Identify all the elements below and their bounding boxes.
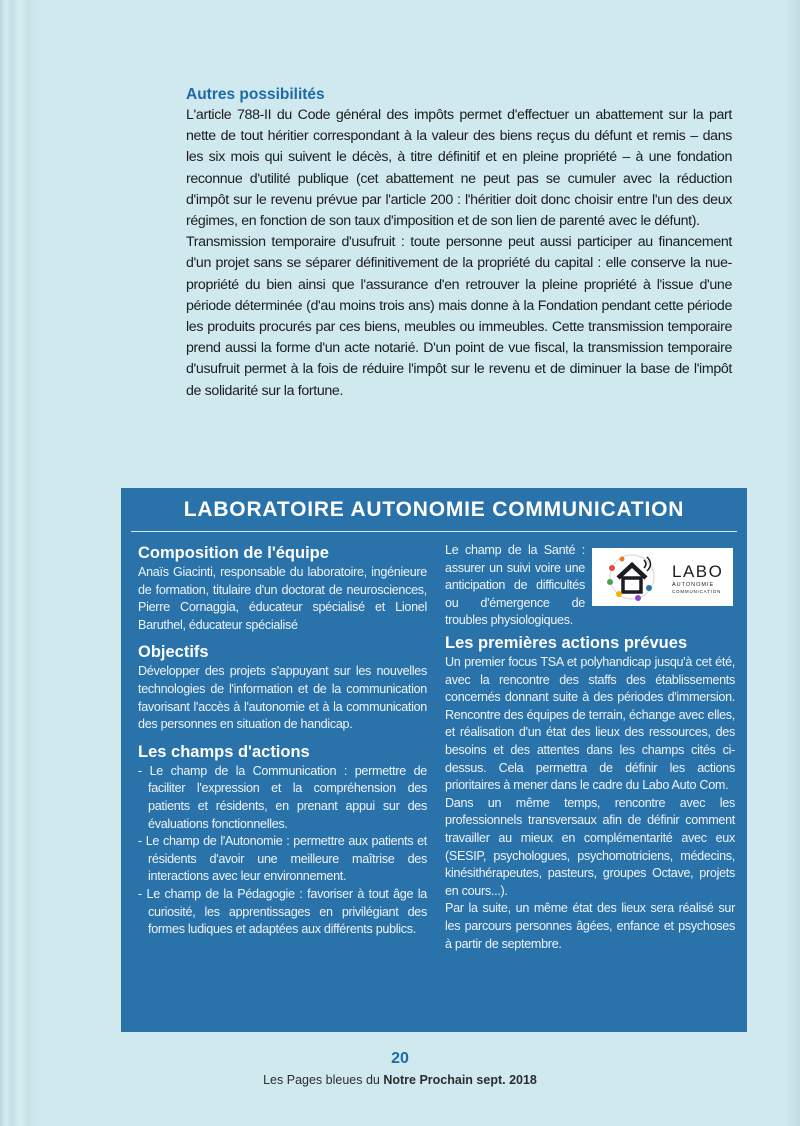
labo-logo xyxy=(592,548,733,606)
sante-text: Le champ de la Santé : assurer un suivi voire une anticipation de difficultés ou d'émergence de troubles physiologiques. xyxy=(445,543,585,628)
footer-publication: Notre Prochain sept. 2018 xyxy=(383,1073,537,1087)
champ-autonomie: - Le champ de l'Autonomie : permettre aux patients et résidents d'avoir une meilleure maîtrise des interactions avec leur environnement. xyxy=(138,834,427,884)
actions-paragraph-1: Un premier focus TSA et polyhandicap jusqu'à cet été, avec la rencontre des staffs des établissements concernés donnant suite à des périodes d'immersion. Rencontre des équipes de terrain, échange avec elles, et réalisation d'un état des lieux des ressources, des besoins et des attentes dans les champs cités ci-dessus. Cela permettra de définir les actions prioritaires à mener dans le cadre du Labo Auto Com. xyxy=(445,655,735,793)
article-heading: Autres possibilités xyxy=(186,86,325,103)
box-title: LABORATOIRE AUTONOMIE COMMUNICATION xyxy=(183,498,685,521)
actions-heading: Les premières actions prévues xyxy=(445,634,688,652)
sante-block xyxy=(445,542,735,632)
page-edge-left xyxy=(0,0,38,1126)
footer-prefix: Les Pages bleues du xyxy=(263,1073,384,1087)
box-right-column xyxy=(445,542,735,953)
actions-paragraph-3: Par la suite, un même état des lieux sera réalisé sur les parcours personnes âgées, enfance et psychoses à partir de septembre. xyxy=(445,901,735,951)
champs-heading: Les champs d'actions xyxy=(138,742,310,761)
champ-pedagogie: - Le champ de la Pédagogie : favoriser à tout âge la curiosité, les apprentissages en privilégiant des formes ludiques et adaptées aux différents publics. xyxy=(138,886,427,937)
logo-line-1: AUTONOMIE xyxy=(672,582,715,588)
article-paragraph-1: L'article 788-II du Code général des impôts permet d'effectuer un abattement sur la part nette de tout héritier correspondant à la valeur des biens reçus du défunt et remis – dans les six mois qui suivent le décès, à titre définitif et en pleine propriété – à une fondation reconnue d'utilité publique (cet abattement ne peut pas se cumuler avec la réduction d'impôt sur le revenu prévue par l'article 200 : l'héritier doit donc choisir entre l'un des deux régimes, en fonction de son taux d'imposition et de son lien de parenté avec le défunt). xyxy=(186,107,732,230)
objectifs-heading: Objectifs xyxy=(138,643,209,662)
lab-info-box xyxy=(121,488,747,1032)
box-left-column xyxy=(138,542,427,939)
page-number: 20 xyxy=(391,1050,409,1067)
objectifs-text: Développer des projets s'appuyant sur les nouvelles technologies de l'information et de la communication favorisant l'accès à l'autonomie et à la communication des personnes en situation de handicap. xyxy=(138,664,427,732)
article xyxy=(186,86,732,402)
composition-text: Anaïs Giacinti, responsable du laboratoire, ingénieure de formation, titulaire d'un doctorat de neurosciences, Pierre Cornaggia, éducateur spécialisé et Lionel Baruthel, éducateur spécialisé xyxy=(138,565,427,632)
composition-heading: Composition de l'équipe xyxy=(138,544,329,562)
article-paragraph-2: Transmission temporaire d'usufruit : toute personne peut aussi participer au financement d'un projet sans se séparer définitivement de la propriété du capital : elle conserve la nue-propriété du bien ainsi que l'assurance d'en retrouver la pleine propriété à l'issue d'une période déterminée (d'au moins trois ans) mais donne à la Fondation pendant cette période les produits procurés par ces biens, meubles ou immeubles. Cette transmission temporaire prend aussi la forme d'un acte notarié. D'un point de vue fiscal, la transmission temporaire d'usufruit permet à la fois de réduire l'impôt sur le revenu et de diminuer la base de l'impôt de solidarité sur la fortune. xyxy=(186,234,732,399)
champ-communication: - Le champ de la Communication : permettre de faciliter l'expression et la compréhension des patients et résidents, en prenant appui sur des évaluations fonctionnelles. xyxy=(138,763,427,831)
logo-word: LABO xyxy=(672,562,724,581)
logo-line-2: COMMUNICATION xyxy=(672,589,722,594)
box-divider xyxy=(131,531,737,532)
actions-paragraph-2: Dans un même temps, rencontre avec les professionnels transversaux afin de définir comment travailler au mieux en complémentarité avec eux (SESIP, psychologues, psychomotriciens, médecins, kinésithérapeutes, pasteurs, groupes Octave, projets en cours...). xyxy=(445,795,735,898)
page-edge-right xyxy=(786,0,800,1126)
footer-text xyxy=(0,1073,800,1087)
